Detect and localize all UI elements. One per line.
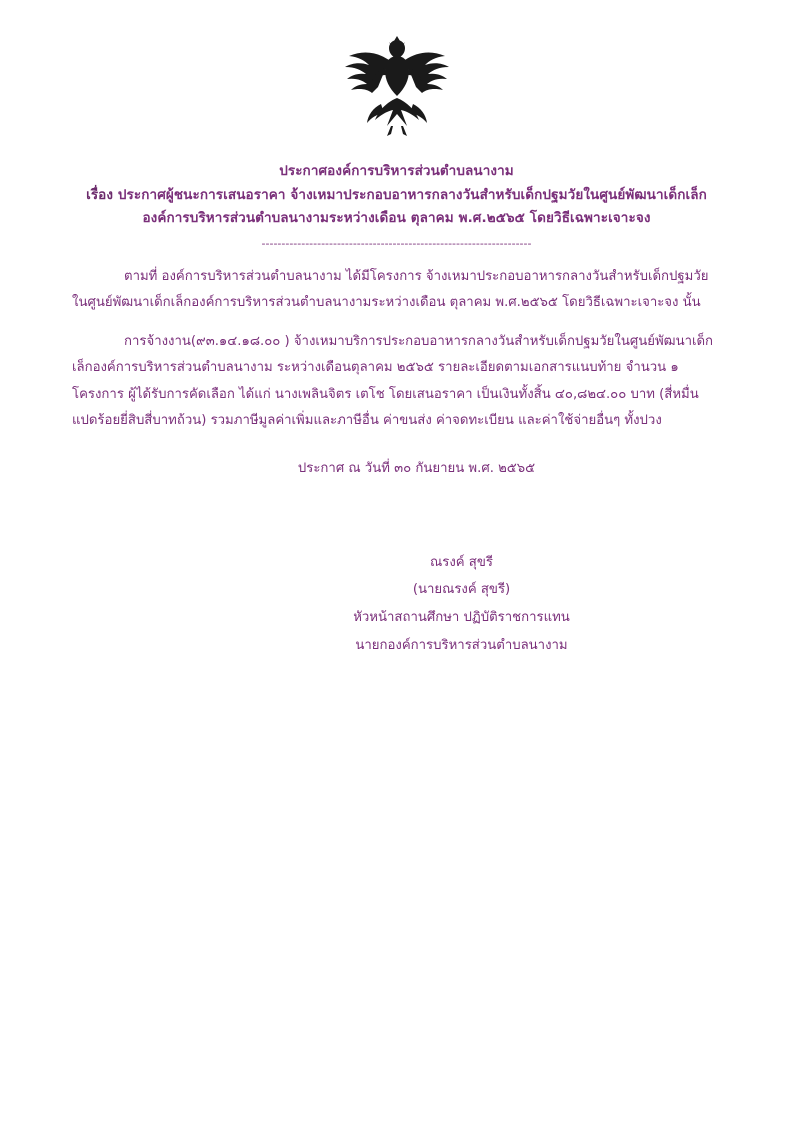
body-paragraph-1: ตามที่ องค์การบริหารส่วนตำบลนางาม ได้มีโครงการ จ้างเหมาประกอบอาหารกลางวันสำหรับเด็กปฐมวัยในศูนย์พัฒนาเด็กเล็กองค์การบริหารส่วนตำบลนางามระหว่างเดือน ตุลาคม พ.ศ.๒๕๖๕ โดยวิธีเฉพาะเจาะจง นั้น	[72, 268, 709, 311]
garuda-emblem-icon	[337, 34, 457, 144]
signature-name: ณรงค์ สุขรี	[430, 554, 493, 570]
signature-block	[0, 549, 793, 660]
signature-position-2: นายกองค์การบริหารส่วนตำบลนางาม	[355, 637, 568, 653]
document-heading	[0, 160, 793, 250]
heading-line-3: องค์การบริหารส่วนตำบลนางามระหว่างเดือน ตุลาคม พ.ศ.๒๕๖๕ โดยวิธีเฉพาะเจาะจง	[142, 210, 651, 227]
announcement-date: ประกาศ ณ วันที่ ๓๐ กันยายน พ.ศ. ๒๕๖๕	[297, 461, 536, 477]
body-paragraph-2: การจ้างงาน(๙๓.๑๔.๑๘.๐๐ ) จ้างเหมาบริการประกอบอาหารกลางวันสำหรับเด็กปฐมวัยในศูนย์พัฒนาเด็กเล็กองค์การบริหารส่วนตำบลนางาม ระหว่างเดือนตุลาคม ๒๕๖๕ รายละเอียดตามเอกสารแนบท้าย จำนวน ๑ โครงการ ผู้ได้รับการคัดเลือก ได้แก่ นางเพลินจิตร เตโช โดยเสนอราคา เป็นเงินทั้งสิ้น ๔๐,๘๒๔.๐๐ บาท (สี่หมื่นแปดร้อยยี่สิบสี่บาทถ้วน) รวมภาษีมูลค่าเพิ่มและภาษีอื่น ค่าขนส่ง ค่าจดทะเบียน และค่าใช้จ่ายอื่นๆ ทั้งปวง	[72, 333, 714, 428]
signature-name-parenthetical: (นายณรงค์ สุขรี)	[412, 582, 511, 598]
emblem-container	[0, 0, 793, 148]
signature-position-1: หัวหน้าสถานศึกษา ปฏิบัติราชการแทน	[353, 610, 570, 626]
heading-subject-text: ประกาศผู้ชนะการเสนอราคา จ้างเหมาประกอบอาหารกลางวันสำหรับเด็กปฐมวัยในศูนย์พัฒนาเด็กเล็ก	[117, 186, 707, 203]
heading-divider: --------------------------------------------------------------------	[261, 236, 532, 250]
heading-subject-label: เรื่อง	[86, 186, 114, 203]
document-body	[72, 264, 721, 483]
heading-line-1: ประกาศองค์การบริหารส่วนตำบลนางาม	[279, 163, 514, 179]
heading-line-2	[0, 184, 793, 208]
